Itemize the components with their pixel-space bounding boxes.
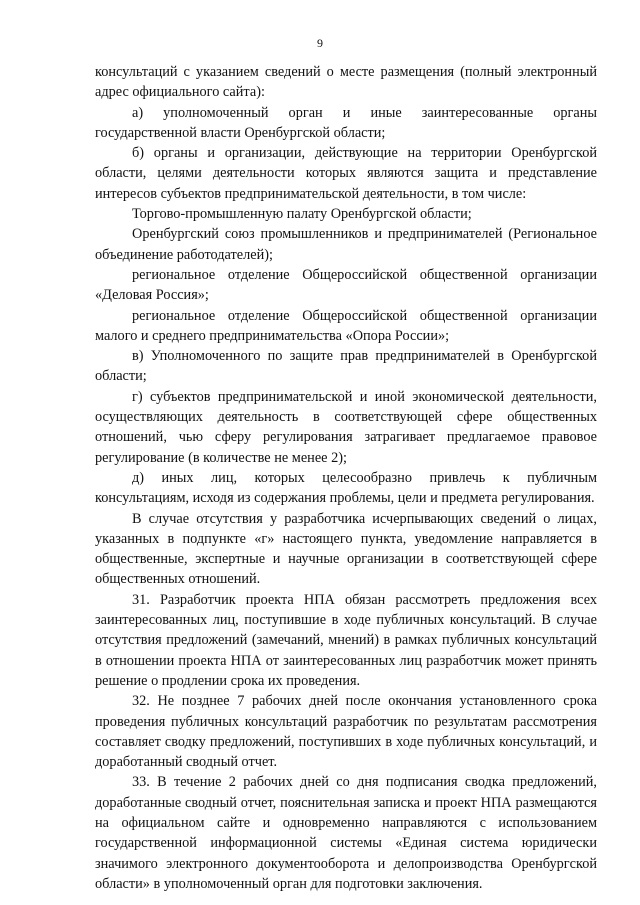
paragraph-clause-31: 31. Разработчик проекта НПА обязан рассмотреть предложения всех заинтересованных лиц, поступившие в ходе публичных консультаций. В случае отсутствия предложений (замечаний, мнений) в рамках публичных консультаций в отношении проекта НПА от заинтересованных лиц разработчик может принять решение о продлении срока их проведения. <box>95 591 597 689</box>
paragraph-item-v: в) Уполномоченного по защите прав предпринимателей в Оренбургской области; <box>95 348 597 385</box>
paragraph-item-b-chamber: Торгово-промышленную палату Оренбургской области; <box>132 206 472 223</box>
paragraph-item-a: а) уполномоченный орган и иные заинтересованные органы государственной власти Оренбургской области; <box>95 104 597 141</box>
paragraph-continuation: консультаций с указанием сведений о месте размещения (полный электронный адрес официального сайта): <box>95 64 597 101</box>
page-number: 9 <box>317 36 323 50</box>
paragraph-item-b: б) органы и организации, действующие на территории Оренбургской области, целями деятельности которых являются защита и представление интересов субъектов предпринимательской деятельности, в том числе: <box>95 145 597 202</box>
paragraph-item-g: г) субъектов предпринимательской и иной экономической деятельности, осуществляющих деятельность в соответствующей сфере общественных отношений, чью сферу регулирования затрагивает предлагаемое правовое регулирование (в количестве не менее 2); <box>95 388 597 466</box>
paragraph-item-b-union: Оренбургский союз промышленников и предпринимателей (Региональное объединение работодателей); <box>95 226 597 263</box>
paragraph-item-b-delovaya: региональное отделение Общероссийской общественной организации «Деловая Россия»; <box>95 266 597 304</box>
paragraph-item-b-opora: региональное отделение Общероссийской общественной организации малого и среднего предпринимательства «Опора России»; <box>95 307 597 344</box>
paragraph-clause-32: 32. Не позднее 7 рабочих дней после окончания установленного срока проведения публичных консультаций разработчик по результатам рассмотрения составляет сводку предложений, поступивших в ходе публичных консультаций, и доработанный сводный отчет. <box>95 693 597 771</box>
paragraph-clause-33: 33. В течение 2 рабочих дней со дня подписания сводка предложений, доработанные сводный отчет, пояснительная записка и проект НПА размещаются на официальном сайте и одновременно направляются с использованием государственной информационной системы «Единая система юридически значимого электронного документооборота и делопроизводства Оренбургской области» в уполномоченный орган для подготовки заключения. <box>95 774 597 892</box>
document-body <box>95 62 597 894</box>
paragraph-item-d: д) иных лиц, которых целесообразно привлечь к публичным консультациям, исходя из содержания проблемы, цели и предмета регулирования. <box>95 469 597 507</box>
paragraph-absence-note: В случае отсутствия у разработчика исчерпывающих сведений о лицах, указанных в подпункте «г» настоящего пункта, уведомление направляется в общественные, экспертные и научные организации в соответствующей сфере общественных отношений. <box>95 510 597 588</box>
